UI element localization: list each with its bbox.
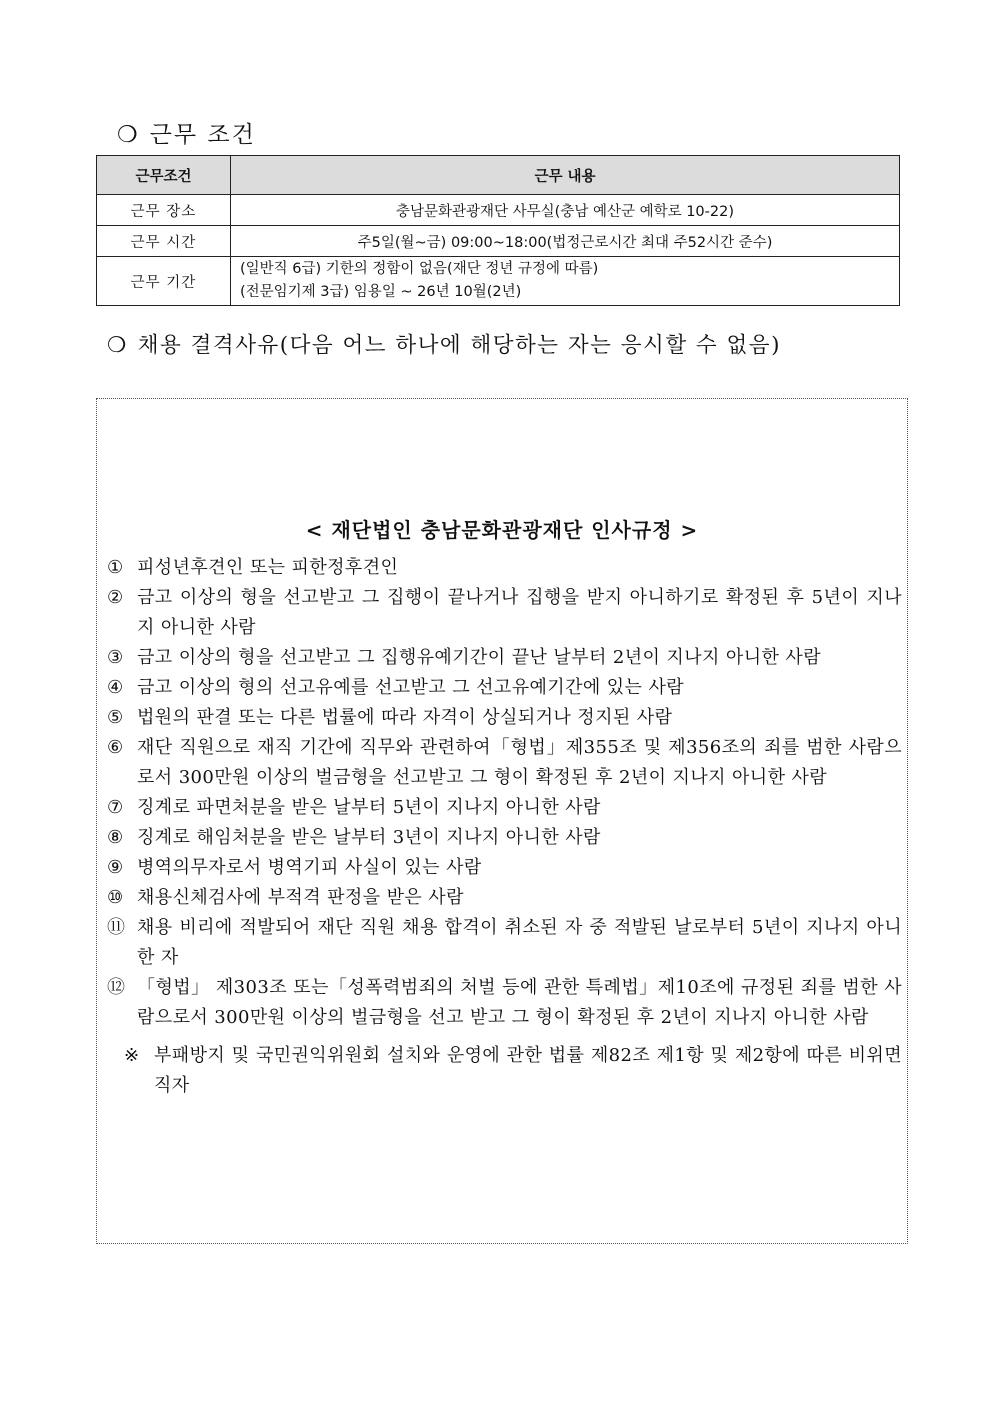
list-item (107, 823, 902, 853)
table-header-cell: 근무조건 (97, 156, 231, 195)
row-label: 근무 기간 (97, 257, 231, 306)
item-text: 금고 이상의 형을 선고받고 그 집행이 끝나거나 집행을 받지 아니하기로 확정된 후 5년이 지나지 아니한 사람 (137, 587, 902, 638)
item-number: ① (107, 557, 124, 578)
item-number: ⑥ (107, 737, 124, 758)
item-text: 재단 직원으로 재직 기간에 직무와 관련하여「형법」제355조 및 제356조의 죄를 범한 사람으로서 300만원 이상의 벌금형을 선고받고 그 형이 확정된 후 2년이 지나지 아니한 사람 (137, 737, 902, 788)
list-item (107, 853, 902, 883)
list-item (107, 973, 902, 1033)
section-title: 근무 조건 (149, 122, 256, 148)
section-heading-disqualification (107, 328, 781, 359)
table-header-row (97, 156, 900, 195)
item-number: ⑪ (107, 917, 126, 938)
list-item (107, 643, 902, 673)
list-item (107, 673, 902, 703)
row-label: 근무 시간 (97, 226, 231, 257)
item-text: 병역의무자로서 병역기피 사실이 있는 사람 (137, 857, 482, 878)
item-number: ⑩ (107, 887, 124, 908)
list-item (107, 583, 902, 643)
list-item (107, 733, 902, 793)
section-heading-work-conditions (117, 116, 256, 149)
row-label: 근무 장소 (97, 195, 231, 226)
note-mark-icon: ※ (124, 1045, 140, 1066)
work-conditions-table (96, 155, 900, 306)
row-value-line: (일반직 6급) 기한의 정함이 없음(재단 정년 규정에 따름) (240, 261, 599, 277)
regulation-title: < 재단법인 충남문화관광재단 인사규정 > (305, 518, 699, 542)
list-item (107, 913, 902, 973)
item-number: ④ (107, 677, 124, 698)
item-text: 피성년후견인 또는 피한정후견인 (137, 557, 399, 578)
list-item (107, 703, 902, 733)
regulation-box (96, 398, 908, 1244)
table-header-cell: 근무 내용 (231, 156, 900, 195)
item-number: ⑨ (107, 857, 124, 878)
table-row (97, 257, 900, 306)
item-number: ⑦ (107, 797, 124, 818)
bullet-circle-icon: ❍ (117, 122, 140, 148)
row-value: 충남문화관광재단 사무실(충남 예산군 예학로 10-22) (231, 195, 900, 226)
item-text: 「형법」 제303조 또는「성폭력범죄의 처벌 등에 관한 특례법」제10조에 규정된 죄를 범한 사람으로서 300만원 이상의 벌금형을 선고 받고 그 형이 확정된 후 2년이 지나지 아니한 사람 (137, 977, 902, 1028)
item-text: 법원의 판결 또는 다른 법률에 따라 자격이 상실되거나 정지된 사람 (137, 707, 673, 728)
row-value: 주5일(월~금) 09:00~18:00(법정근로시간 최대 주52시간 준수) (231, 226, 900, 257)
item-number: ⑫ (107, 977, 126, 998)
regulation-note (107, 1041, 902, 1101)
row-value-line: (전문임기제 3급) 임용일 ~ 26년 10월(2년) (240, 284, 522, 300)
row-value (231, 257, 900, 306)
item-text: 채용신체검사에 부적격 판정을 받은 사람 (137, 887, 464, 908)
item-number: ② (107, 587, 124, 608)
item-text: 징계로 해임처분을 받은 날부터 3년이 지나지 아니한 사람 (137, 827, 601, 848)
item-number: ⑧ (107, 827, 124, 848)
item-text: 징계로 파면처분을 받은 날부터 5년이 지나지 아니한 사람 (137, 797, 601, 818)
table-row (97, 226, 900, 257)
item-text: 채용 비리에 적발되어 재단 직원 채용 합격이 취소된 자 중 적발된 날로부터 5년이 지나지 아니한 자 (137, 917, 902, 968)
list-item (107, 883, 902, 913)
note-text: 부패방지 및 국민권익위원회 설치와 운영에 관한 법률 제82조 제1항 및 제2항에 따른 비위면직자 (154, 1045, 902, 1096)
table-row (97, 195, 900, 226)
item-number: ③ (107, 647, 124, 668)
item-text: 금고 이상의 형을 선고받고 그 집행유예기간이 끝난 날부터 2년이 지나지 아니한 사람 (137, 647, 821, 668)
regulation-list (107, 553, 902, 1101)
bullet-circle-icon: ❍ (107, 333, 128, 358)
list-item (107, 793, 902, 823)
section-title: 채용 결격사유(다음 어느 하나에 해당하는 자는 응시할 수 없음) (137, 333, 781, 358)
item-number: ⑤ (107, 707, 124, 728)
list-item (107, 553, 902, 583)
item-text: 금고 이상의 형의 선고유예를 선고받고 그 선고유예기간에 있는 사람 (137, 677, 685, 698)
